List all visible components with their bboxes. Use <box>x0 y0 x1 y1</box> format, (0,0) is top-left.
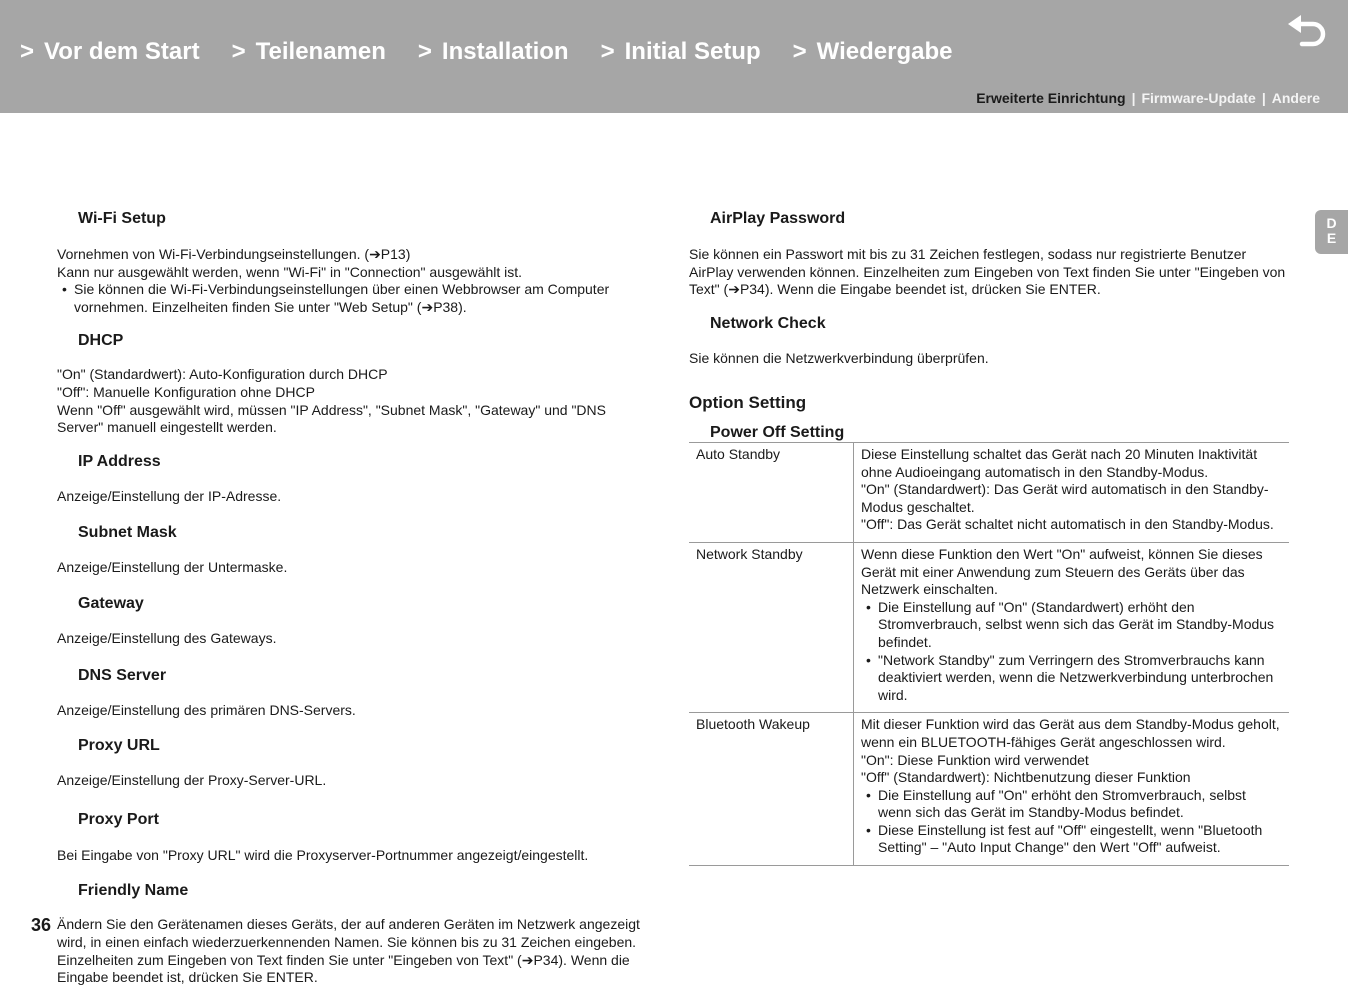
chevron-right-icon: > <box>20 38 35 65</box>
paragraph <box>57 246 647 264</box>
table-row <box>689 443 1289 543</box>
setting-description <box>854 542 1290 712</box>
nav-label: Teilenamen <box>255 38 386 65</box>
nav-wiedergabe[interactable] <box>793 38 953 66</box>
section-title: Wi-Fi Setup <box>78 210 166 227</box>
return-arrow-icon[interactable] <box>1286 14 1330 52</box>
chevron-right-icon: > <box>792 38 807 65</box>
section-title: Subnet Mask <box>78 524 177 542</box>
page-number: 36 <box>31 915 52 935</box>
nav-installation[interactable] <box>418 38 569 66</box>
setting-name: Network Standby <box>689 542 854 712</box>
lang-letter: E <box>1326 230 1337 246</box>
paragraph: Sie können die Netzwerkverbindung überprüfen. <box>689 349 989 366</box>
section-heading: Option Setting <box>689 393 807 413</box>
paragraph: Anzeige/Einstellung der Proxy-Server-URL. <box>57 772 327 789</box>
nav-teilenamen[interactable] <box>232 38 386 66</box>
right-column <box>689 206 1289 446</box>
paragraph: Anzeige/Einstellung des primären DNS-Servers. <box>57 701 356 718</box>
power-off-settings-table <box>689 442 1289 866</box>
nav-label: Installation <box>441 38 569 65</box>
paragraph: Wenn "Off" ausgewählt wird, müssen "IP Address", "Subnet Mask", "Gateway" und "DNS Server" manuell eingestellt werden. <box>57 401 606 436</box>
section-title: IP Address <box>78 452 161 470</box>
section-title: Network Check <box>710 314 826 332</box>
nav-label: Wiedergabe <box>816 38 953 65</box>
paragraph: Diese Einstellung schaltet das Gerät nach 20 Minuten Inaktivität ohne Audioeingang automatisch in den Standby-Modus. <box>861 446 1258 480</box>
paragraph: Anzeige/Einstellung der Untermaske. <box>57 559 288 576</box>
nav-initial-setup[interactable] <box>601 38 761 66</box>
subnav-separator: | <box>1261 90 1266 106</box>
top-nav <box>20 38 984 66</box>
text: P38). <box>433 298 467 315</box>
paragraph: "On": Diese Funktion wird verwendet <box>861 751 1089 768</box>
chevron-right-icon: > <box>417 38 432 65</box>
section-title: DNS Server <box>78 666 167 684</box>
page-ref-arrow-icon: ➔ <box>521 951 534 968</box>
paragraph <box>689 246 1289 299</box>
section-title: Proxy URL <box>78 737 160 755</box>
page-ref-arrow-icon: ➔ <box>728 281 740 298</box>
text: P34). Wenn die Eingabe beendet ist, drücken Sie ENTER. <box>57 951 630 986</box>
bullet-item: • Die Einstellung auf "On" erhöht den Stromverbrauch, selbst wenn sich das Gerät im Standby-Modus befindet. <box>861 787 1281 822</box>
chevron-right-icon: > <box>231 38 246 65</box>
nav-vor-dem-start[interactable] <box>20 38 200 66</box>
setting-description <box>854 443 1290 543</box>
language-tab <box>1315 210 1348 254</box>
chevron-right-icon: > <box>600 38 615 65</box>
paragraph: "Off": Manuelle Konfiguration ohne DHCP <box>57 383 315 400</box>
paragraph: Mit dieser Funktion wird das Gerät aus dem Standby-Modus geholt, wenn ein BLUETOOTH-fähiges Gerät angeschlossen wird. <box>861 716 1280 750</box>
bullet-item <box>57 281 647 316</box>
paragraph: "Off" (Standardwert): Nichtbenutzung dieser Funktion <box>861 769 1191 786</box>
section-title: Power Off Setting <box>710 424 845 442</box>
page-ref-arrow-icon: ➔ <box>421 298 434 315</box>
text: Sie können die Wi-Fi-Verbindungseinstellungen über einen Webbrowser am Computer vornehmen. Einzelheiten finden Sie unter "Web Setup" ( <box>74 281 610 315</box>
subnav-andere[interactable]: Andere <box>1271 90 1320 106</box>
text: P34). Wenn die Eingabe beendet ist, drücken Sie ENTER. <box>739 281 1101 298</box>
paragraph: Anzeige/Einstellung des Gateways. <box>57 629 277 646</box>
paragraph: Wenn diese Funktion den Wert "On" aufweist, können Sie dieses Gerät mit einer Anwendung zum Steuern des Geräts über das Netzwerk einschalten. <box>861 545 1263 598</box>
section-title: DHCP <box>78 332 124 350</box>
setting-name: Auto Standby <box>689 443 854 543</box>
lang-letter: D <box>1326 215 1337 231</box>
paragraph: "On" (Standardwert): Das Gerät wird automatisch in den Standby-Modus geschaltet. <box>861 481 1269 515</box>
section-title: AirPlay Password <box>710 210 846 227</box>
subnav-erweiterte-einrichtung[interactable]: Erweiterte Einrichtung <box>976 90 1126 106</box>
nav-label: Vor dem Start <box>44 38 200 65</box>
nav-label: Initial Setup <box>624 38 761 65</box>
bullet-item: • Diese Einstellung ist fest auf "Off" eingestellt, wenn "Bluetooth Setting" – "Auto Input Change" den Wert "Off" aufweist. <box>861 822 1281 857</box>
subnav-firmware-update[interactable]: Firmware-Update <box>1141 90 1256 106</box>
paragraph: Anzeige/Einstellung der IP-Adresse. <box>57 487 282 504</box>
header-bar <box>0 0 1348 113</box>
paragraph: Kann nur ausgewählt werden, wenn "Wi-Fi" in "Connection" ausgewählt ist. <box>57 263 523 280</box>
section-title: Friendly Name <box>78 882 189 900</box>
page-ref-arrow-icon: ➔ <box>369 246 381 262</box>
setting-name: Bluetooth Wakeup <box>689 713 854 866</box>
text: P13) <box>380 246 411 262</box>
setting-description <box>854 713 1290 866</box>
bullet-item: • "Network Standby" zum Verringern des Stromverbrauchs kann deaktiviert werden, wenn die Netzwerkverbindung unterbrochen wird. <box>861 652 1281 705</box>
text: Sie können ein Passwort mit bis zu 31 Zeichen festlegen, sodass nur registrierte Benutzer AirPlay verwenden können. Einzelheiten zum Eingeben von Text finden Sie unter "Eingeben von Text" ( <box>689 246 1286 298</box>
table-row <box>689 713 1289 866</box>
section-title: Gateway <box>78 594 144 612</box>
text: Ändern Sie den Gerätenamen dieses Geräts, der auf anderen Geräten im Netzwerk angezeigt wird, in einen einfach wiederzuerkennenden Namen. Sie können bis zu 31 Zeichen eingeben. Einzelheiten zum Eingeben von Text finden Sie unter "Eingeben von Text" ( <box>57 916 640 968</box>
table-row <box>689 542 1289 712</box>
paragraph: "On" (Standardwert): Auto-Konfiguration durch DHCP <box>57 366 388 383</box>
subnav-separator: | <box>1131 90 1136 106</box>
paragraph <box>57 916 647 986</box>
paragraph: Bei Eingabe von "Proxy URL" wird die Proxyserver-Portnummer angezeigt/eingestellt. <box>57 846 589 863</box>
section-title: Proxy Port <box>78 810 159 828</box>
left-column <box>57 206 647 987</box>
text: Vornehmen von Wi-Fi-Verbindungseinstellungen. ( <box>57 246 370 262</box>
sub-nav <box>976 90 1320 106</box>
paragraph: "Off": Das Gerät schaltet nicht automatisch in den Standby-Modus. <box>861 516 1274 533</box>
bullet-item: • Die Einstellung auf "On" (Standardwert) erhöht den Stromverbrauch, selbst wenn sich das Gerät im Standby-Modus befindet. <box>861 599 1281 652</box>
